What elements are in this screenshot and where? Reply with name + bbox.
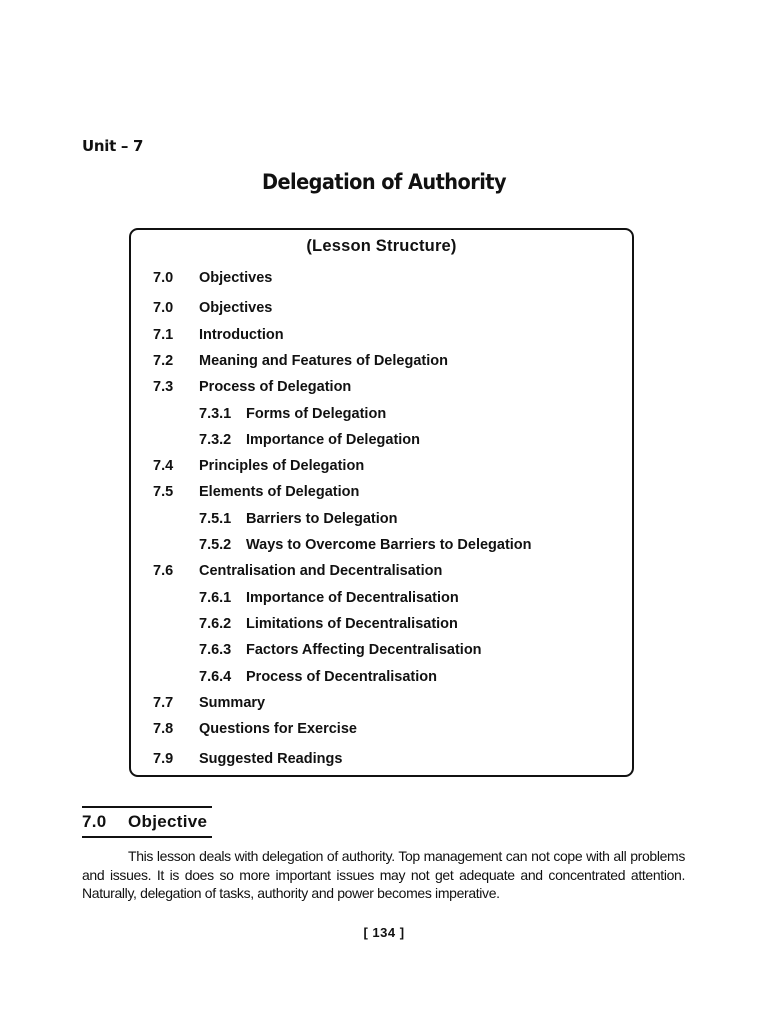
- toc-item-number: 7.4: [153, 458, 174, 474]
- toc-item-number: 7.5: [153, 484, 174, 500]
- toc-item-text: Meaning and Features of Delegation: [199, 353, 448, 369]
- toc-item-number: 7.6.4: [199, 669, 232, 685]
- toc-item-text: Questions for Exercise: [199, 721, 357, 737]
- toc-item-text: Importance of Delegation: [246, 432, 421, 448]
- toc-item-text: Limitations of Decentralisation: [246, 616, 458, 632]
- section-number: 7.0: [82, 812, 107, 831]
- section-title: Objective: [128, 812, 208, 831]
- toc-item-text: Objectives: [199, 300, 273, 316]
- toc-item-text: Suggested Readings: [199, 751, 343, 767]
- lesson-structure-heading: (Lesson Structure): [306, 237, 457, 255]
- toc-item-text: Process of Decentralisation: [246, 669, 437, 685]
- toc-item-number: 7.1: [153, 327, 174, 343]
- toc-item-number: 7.5.1: [199, 511, 232, 527]
- section-rule-top: [82, 806, 212, 808]
- toc-item-text: Introduction: [199, 327, 284, 343]
- toc-item-text: Elements of Delegation: [199, 484, 360, 500]
- toc-item-number: 7.5.2: [199, 537, 232, 553]
- toc-item-text: Principles of Delegation: [199, 458, 365, 474]
- toc-item-text: Forms of Delegation: [246, 406, 387, 422]
- toc-item-text: Factors Affecting Decentralisation: [246, 642, 482, 658]
- section-rule-bottom: [82, 836, 212, 838]
- toc-item-text: Centralisation and Decentralisation: [199, 563, 443, 579]
- toc-item-text: Process of Delegation: [199, 379, 352, 395]
- toc-item-number: 7.6: [153, 563, 174, 579]
- page-number: [ 134 ]: [363, 925, 405, 940]
- toc-item-number: 7.2: [153, 353, 174, 369]
- toc-item-number: 7.9: [153, 751, 174, 767]
- toc-item-number: 7.8: [153, 721, 174, 737]
- toc-item-text: Objectives: [199, 270, 273, 286]
- toc-item-number: 7.3.2: [199, 432, 232, 448]
- toc-item-number: 7.0: [153, 300, 174, 316]
- toc-item-number: 7.0: [153, 270, 174, 286]
- toc-item-text: Summary: [199, 695, 266, 711]
- toc-item-text: Barriers to Delegation: [246, 511, 398, 527]
- toc-item-number: 7.6.1: [199, 590, 232, 606]
- lesson-structure-box: [129, 228, 634, 777]
- body-paragraph: This lesson deals with delegation of authority. Top management can not cope with all problems and issues. It is does so more important issues may not get adequate and concentrated attention. Naturally, delegation of tasks, authority and power becomes imperative.: [82, 848, 685, 901]
- chapter-title: Delegation of Authority: [261, 170, 507, 194]
- unit-label: Unit – 7: [82, 137, 144, 155]
- toc-item-number: 7.6.3: [199, 642, 232, 658]
- toc-item-number: 7.3.1: [199, 406, 232, 422]
- toc-item-number: 7.3: [153, 379, 174, 395]
- section-heading: [82, 812, 282, 832]
- toc-item-text: Importance of Decentralisation: [246, 590, 459, 606]
- toc-item-number: 7.7: [153, 695, 174, 711]
- toc-item-text: Ways to Overcome Barriers to Delegation: [246, 537, 532, 553]
- toc-item-number: 7.6.2: [199, 616, 232, 632]
